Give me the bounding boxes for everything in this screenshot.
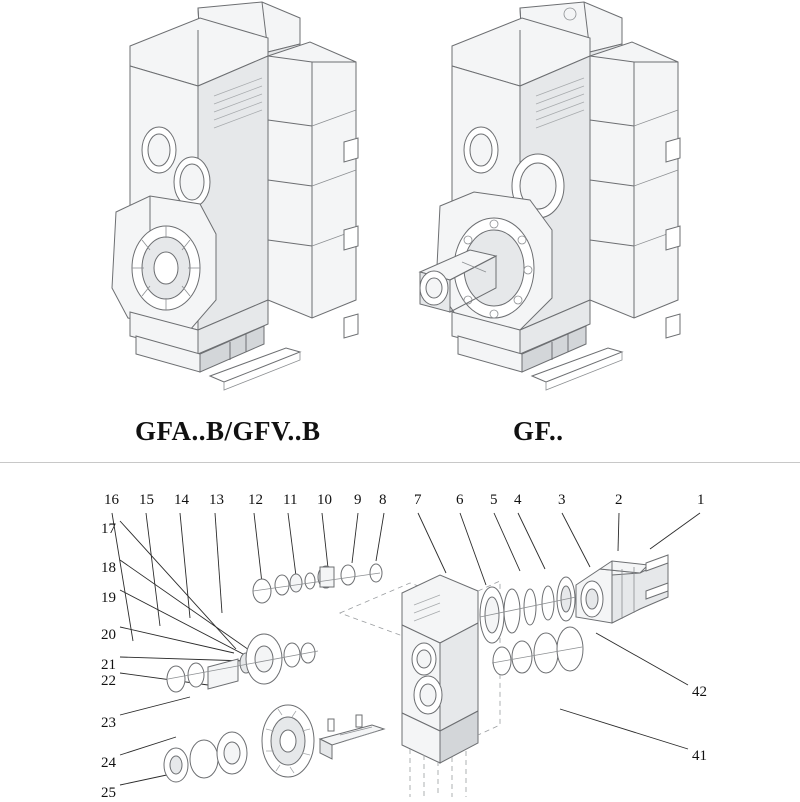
caption-left-view: GFA..B/GFV..B	[135, 416, 321, 446]
callout-left-17: 17	[101, 521, 116, 537]
callout-top-4: 4	[514, 492, 522, 508]
callout-left-23: 23	[101, 715, 116, 731]
callout-top-16: 16	[104, 492, 119, 508]
callout-left-24: 24	[101, 755, 116, 771]
exploded-view-container	[0, 463, 800, 800]
caption-right-view: GF..	[513, 416, 564, 446]
callout-top-5: 5	[490, 492, 498, 508]
callout-top-6: 6	[456, 492, 464, 508]
shrink-disc-assembly	[132, 226, 200, 310]
callout-top-9: 9	[354, 492, 362, 508]
callout-top-3: 3	[558, 492, 566, 508]
callout-top-13: 13	[209, 492, 224, 508]
motor-adapter	[576, 555, 668, 623]
callout-right-41: 41	[692, 748, 707, 764]
callout-right-42: 42	[692, 684, 707, 700]
callout-top-7: 7	[414, 492, 422, 508]
callout-top-15: 15	[139, 492, 154, 508]
callout-top-14: 14	[174, 492, 189, 508]
callout-left-22: 22	[101, 673, 116, 689]
callout-left-18: 18	[101, 560, 116, 576]
callout-left-25: 25	[101, 785, 116, 801]
right-side-components	[480, 555, 668, 675]
callout-top-12: 12	[248, 492, 263, 508]
exploded-housing	[340, 575, 500, 797]
callout-top-8: 8	[379, 492, 387, 508]
callout-top-2: 2	[615, 492, 623, 508]
right-gear-unit-view	[420, 2, 680, 390]
lower-axis-components	[164, 705, 384, 782]
callout-top-11: 11	[283, 492, 298, 508]
callout-left-20: 20	[101, 627, 116, 643]
callout-top-1: 1	[697, 492, 705, 508]
callout-left-21: 21	[101, 657, 116, 673]
callout-left-19: 19	[101, 590, 116, 606]
exploded-view-svg	[0, 463, 800, 800]
upper-axis-components	[253, 564, 382, 603]
callout-top-10: 10	[317, 492, 332, 508]
left-gear-unit-view	[112, 2, 358, 390]
